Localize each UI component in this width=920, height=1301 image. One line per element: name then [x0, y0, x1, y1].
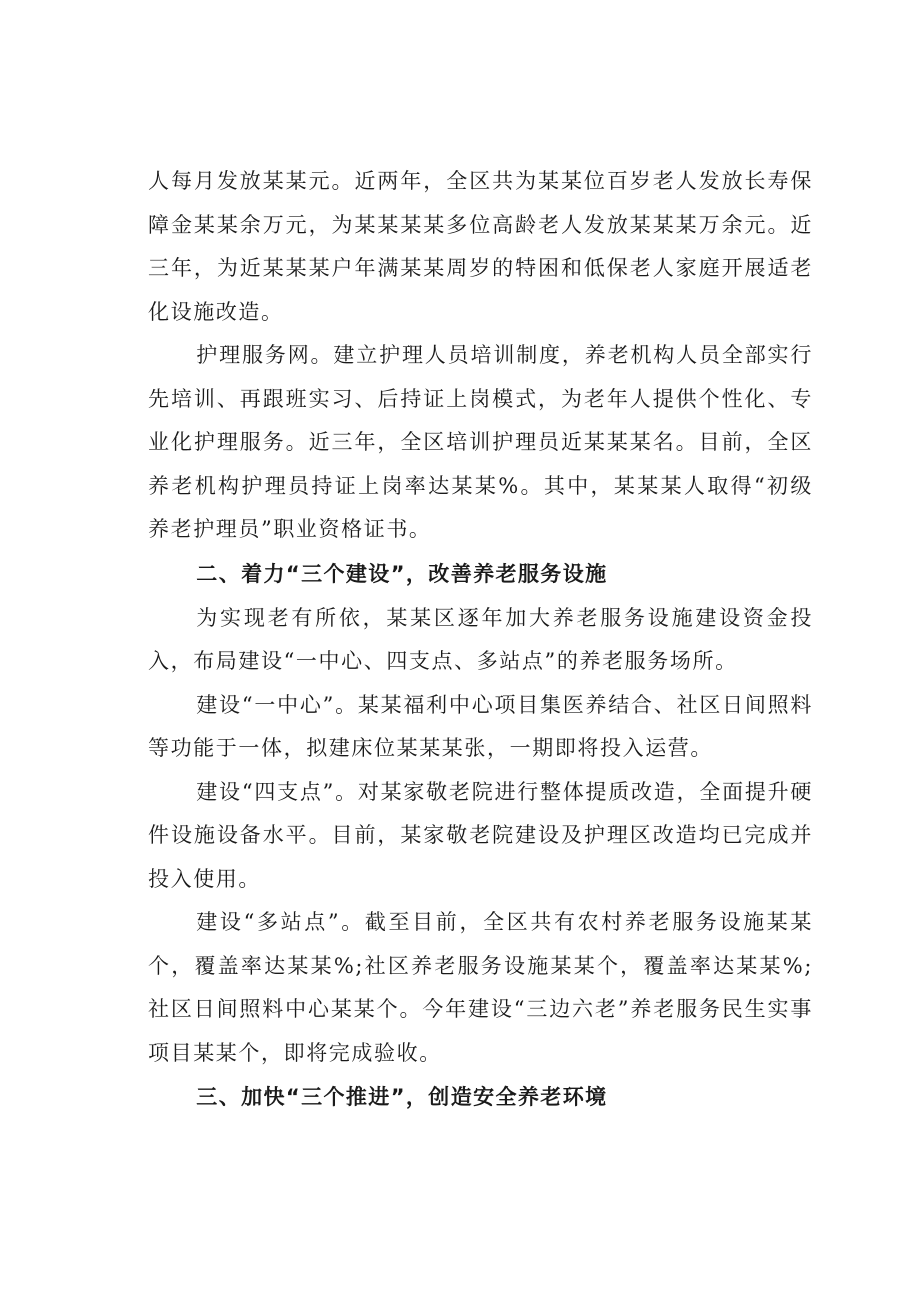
paragraph-multiple-stations: 建设“多站点”。截至目前，全区共有农村养老服务设施某某个，覆盖率达某某%;社区养老服务设施某某个，覆盖率达某某%;社区日间照料中心某某个。今年建设“三边六老”养老服务民生实事项目某某个，即将完成验收。: [148, 910, 813, 1065]
document-body: [148, 160, 813, 1120]
paragraph-continuation: 人每月发放某某元。近两年，全区共为某某位百岁老人发放长寿保障金某某余万元，为某某某某多位高龄老人发放某某某万余元。近三年，为近某某某户年满某某周岁的特困和低保老人家庭开展适老化设施改造。: [148, 169, 813, 324]
section-heading-two: 二、着力“三个建设”，改善养老服务设施: [196, 561, 608, 586]
paragraph-one-center: 建设“一中心”。某某福利中心项目集医养结合、社区日间照料等功能于一体，拟建床位某某某张，一期即将投入运营。: [148, 692, 813, 760]
paragraph-care-service-network: 护理服务网。建立护理人员培训制度，养老机构人员全部实行先培训、再跟班实习、后持证上岗模式，为老年人提供个性化、专业化护理服务。近三年，全区培训护理员近某某某名。目前，全区养老机构护理员持证上岗率达某某%。其中，某某某人取得“初级养老护理员”职业资格证书。: [148, 343, 813, 541]
paragraph-four-points: 建设“四支点”。对某家敬老院进行整体提质改造，全面提升硬件设施设备水平。目前，某家敬老院建设及护理区改造均已完成并投入使用。: [148, 779, 813, 891]
section-heading-three: 三、加快“三个推进”，创造安全养老环境: [196, 1085, 608, 1109]
paragraph-facilities-intro: 为实现老有所依，某某区逐年加大养老服务设施建设资金投入，布局建设“一中心、四支点、多站点”的养老服务场所。: [148, 605, 813, 673]
